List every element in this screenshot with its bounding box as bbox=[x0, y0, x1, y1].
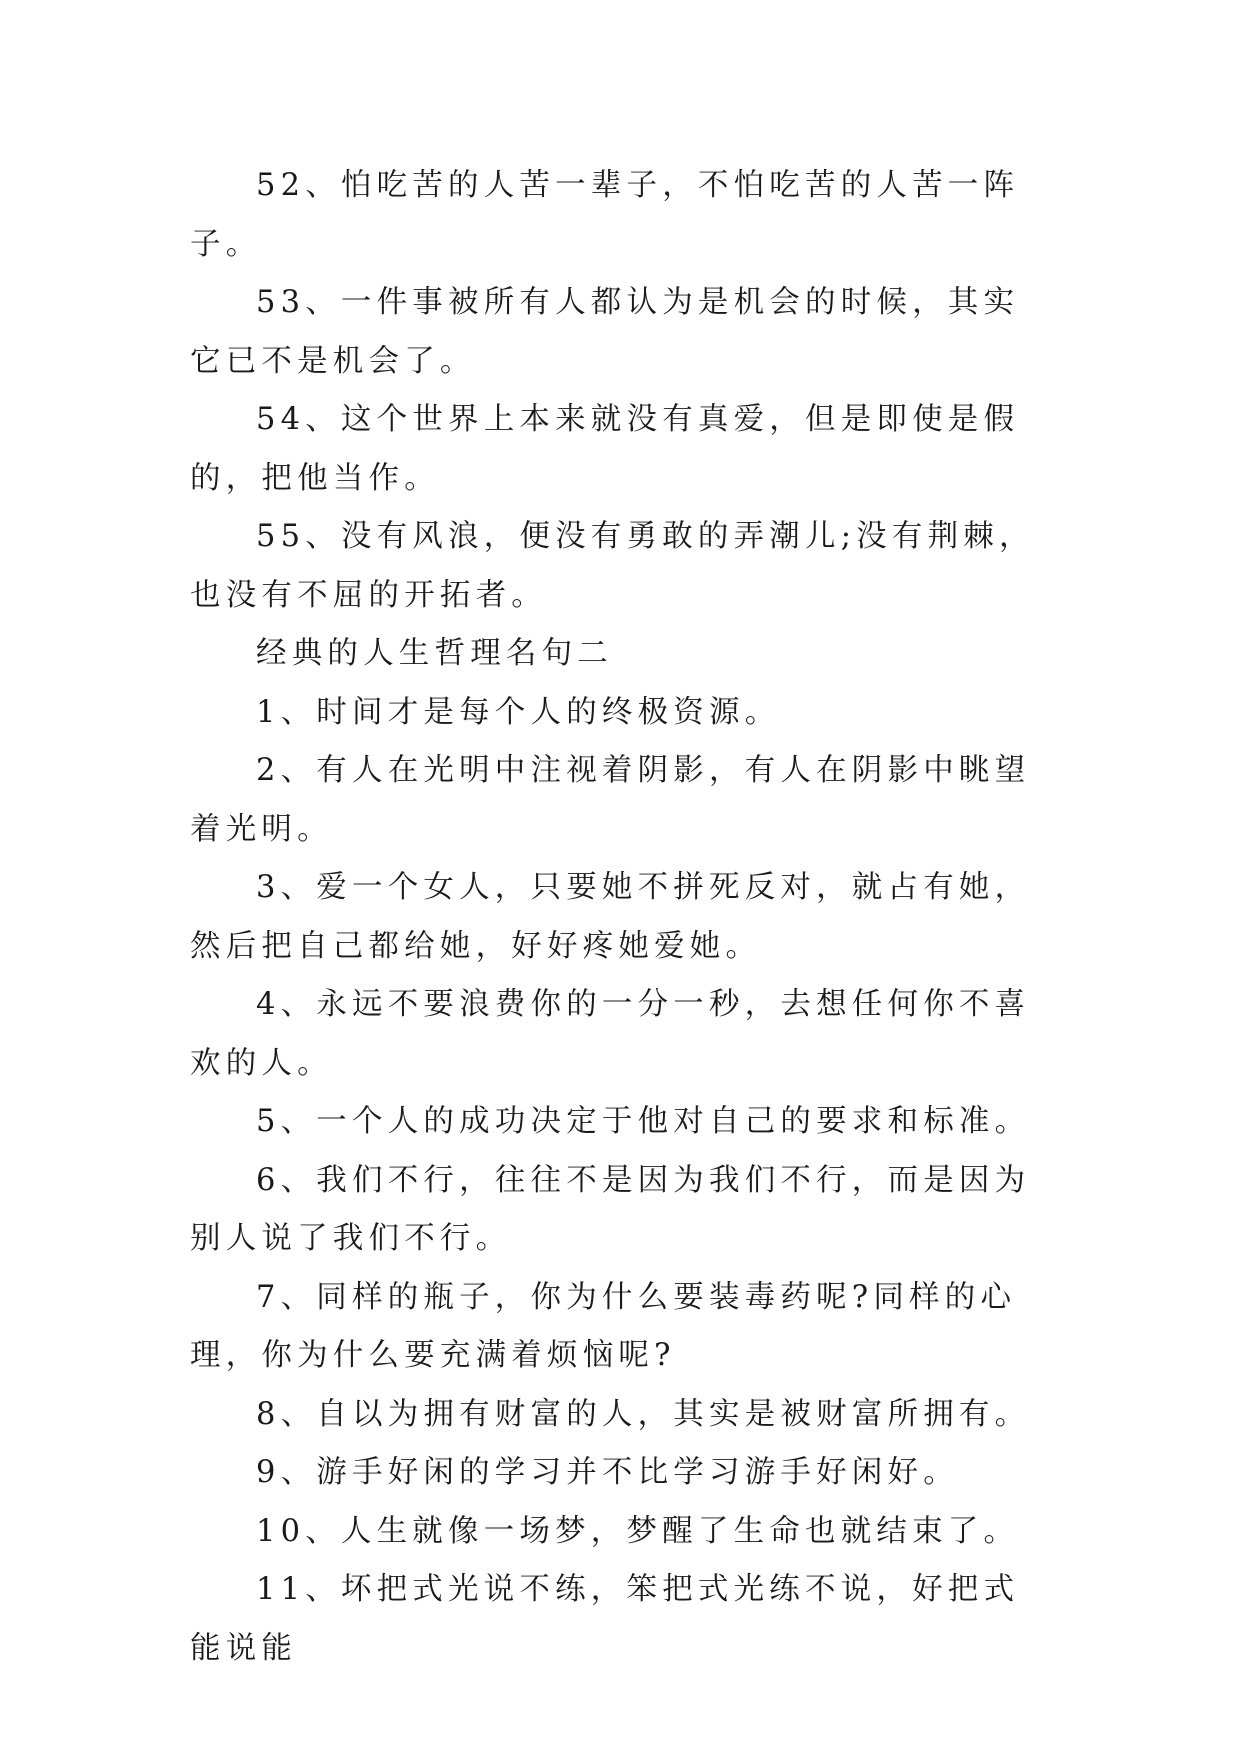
paragraph-quote-54: 54、这个世界上本来就没有真爱，但是即使是假的，把他当作。 bbox=[190, 402, 1020, 496]
paragraph-quote-8: 8、自以为拥有财富的人，其实是被财富所拥有。 bbox=[256, 1396, 1031, 1432]
paragraph-quote-4: 4、永远不要浪费你的一分一秒，去想任何你不喜欢的人。 bbox=[190, 987, 1031, 1081]
paragraph-quote-9: 9、游手好闲的学习并不比学习游手好闲好。 bbox=[256, 1455, 959, 1490]
paragraph-quote-7: 7、同样的瓶子，你为什么要装毒药呢?同样的心理，你为什么要充满着烦恼呢? bbox=[190, 1279, 1017, 1373]
paragraph-quote-6: 6、我们不行，往往不是因为我们不行，而是因为别人说了我们不行。 bbox=[190, 1162, 1031, 1256]
paragraph-quote-10: 10、人生就像一场梦，梦醒了生命也就结束了。 bbox=[256, 1513, 1020, 1549]
paragraph-quote-52: 52、怕吃苦的人苦一辈子，不怕吃苦的人苦一阵子。 bbox=[190, 168, 1020, 262]
paragraph-quote-5: 5、一个人的成功决定于他对自己的要求和标准。 bbox=[256, 1104, 1031, 1139]
paragraph-quote-53: 53、一件事被所有人都认为是机会的时候，其实它已不是机会了。 bbox=[190, 285, 1020, 379]
paragraph-quote-2: 2、有人在光明中注视着阴影，有人在阴影中眺望着光明。 bbox=[190, 753, 1031, 847]
paragraph-quote-1: 1、时间才是每个人的终极资源。 bbox=[256, 694, 781, 730]
section-heading: 经典的人生哲理名句二 bbox=[256, 636, 613, 671]
document-body bbox=[190, 157, 1050, 1678]
paragraph-quote-3: 3、爱一个女人，只要她不拼死反对，就占有她，然后把自己都给她，好好疼她爱她。 bbox=[190, 870, 1031, 964]
paragraph-quote-55: 55、没有风浪，便没有勇敢的弄潮儿;没有荆棘，也没有不屈的开拓者。 bbox=[190, 519, 1035, 613]
paragraph-quote-11: 11、坏把式光说不练，笨把式光练不说，好把式能说能 bbox=[190, 1572, 1020, 1666]
